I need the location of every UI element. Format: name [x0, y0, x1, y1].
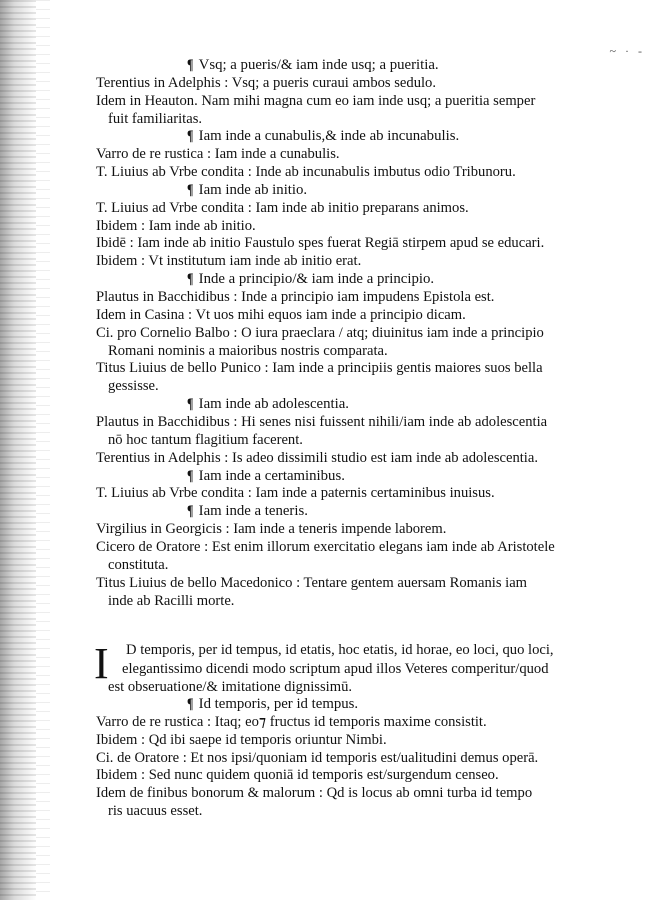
citation-line	[96, 713, 487, 731]
citation-line	[96, 306, 466, 324]
citation-line	[96, 749, 538, 767]
line-text: T. Liuius ab Vrbe condita : Iam inde a paternis certaminibus inuisus.	[96, 485, 495, 501]
line-text: Ibidem : Iam inde ab initio.	[96, 218, 256, 234]
citation-line	[96, 163, 516, 181]
line-text: Inde a principio/& iam inde a principio.	[198, 271, 435, 287]
continuation-line	[108, 556, 168, 574]
citation-line	[96, 288, 494, 306]
pilcrow-icon: ¶	[187, 271, 194, 287]
line-text: Ibidem : Qd ibi saepe id temporis oriuntur Nimbi.	[96, 732, 387, 748]
paragraph-line: est obseruatione/& imitatione dignissimū.	[108, 679, 353, 695]
line-text: Varro de re rustica : Itaq; eo⁊ fructus id temporis maxime consistit.	[96, 714, 487, 730]
section-heading	[187, 502, 308, 520]
section-heading	[187, 395, 349, 413]
line-text: Ibidē : Iam inde ab initio Faustulo spes fuerat Regiā stirpem apud se educari.	[96, 235, 545, 251]
citation-line	[96, 92, 535, 110]
line-text: ris uacuus esset.	[108, 803, 203, 819]
citation-line	[96, 574, 527, 592]
citation-line	[96, 74, 436, 92]
section-heading	[187, 695, 358, 713]
line-text: Titus Liuius de bello Macedonico : Tentare gentem auersam Romanis iam	[96, 575, 528, 591]
line-text: constituta.	[108, 557, 169, 573]
line-text: Id temporis, per id tempus.	[198, 696, 359, 712]
citation-line	[96, 449, 538, 467]
line-text: Virgilius in Georgicis : Iam inde a teneris impende laborem.	[96, 521, 447, 537]
paragraph-line: D temporis, per id tempus, id etatis, hoc etatis, id horae, eo loci, quo loci,	[126, 642, 554, 658]
citation-line	[96, 234, 544, 252]
line-text: nō hoc tantum flagitium facerent.	[108, 432, 303, 448]
line-text: T. Liuius ad Vrbe condita : Iam inde ab initio preparans animos.	[96, 200, 469, 216]
citation-line	[96, 324, 544, 342]
citation-line	[96, 359, 543, 377]
pilcrow-icon: ¶	[187, 396, 194, 412]
corner-mark: ~ · -	[609, 44, 645, 58]
section-heading	[187, 56, 439, 74]
pilcrow-icon: ¶	[187, 182, 194, 198]
line-text: Idem in Casina : Vt uos mihi equos iam inde a principio dicam.	[96, 307, 466, 323]
section-heading	[187, 467, 345, 485]
citation-line	[96, 484, 495, 502]
line-text: Ci. de Oratore : Et nos ipsi/quoniam id temporis est/ualitudini demus operā.	[96, 750, 539, 766]
continuation-line	[108, 377, 159, 395]
line-text: Ci. pro Cornelio Balbo : O iura praeclara / atq; diuinitus iam inde a principio	[96, 325, 544, 341]
line-text: T. Liuius ab Vrbe condita : Inde ab incunabulis imbutus odio Tribunoru.	[96, 164, 516, 180]
citation-line	[96, 217, 256, 235]
section-heading	[187, 127, 459, 145]
line-text: gessisse.	[108, 378, 159, 394]
continuation-line	[108, 592, 234, 610]
section-heading	[187, 181, 307, 199]
citation-line	[96, 520, 446, 538]
paragraph-line: elegantissimo dicendi modo scriptum apud illos Veteres comperitur/quod	[122, 661, 549, 677]
citation-line	[96, 766, 499, 784]
line-text: fuit familiaritas.	[108, 111, 203, 127]
line-text: Iam inde ab adolescentia.	[198, 396, 350, 412]
line-text: Plautus in Bacchidibus : Inde a principio iam impudens Epistola est.	[96, 289, 495, 305]
citation-line	[96, 538, 555, 556]
citation-line	[96, 252, 361, 270]
pilcrow-icon: ¶	[187, 128, 194, 144]
pilcrow-icon: ¶	[187, 503, 194, 519]
line-text: Plautus in Bacchidibus : Hi senes nisi fuissent nihili/iam inde ab adolescentia	[96, 414, 548, 430]
citation-line	[96, 145, 340, 163]
line-text: Idem de finibus bonorum & malorum : Qd is locus ab omni turba id tempo	[96, 785, 533, 801]
continuation-line	[108, 342, 388, 360]
line-text: Iam inde ab initio.	[198, 182, 308, 198]
section-heading	[187, 270, 434, 288]
line-text: Ibidem : Sed nunc quidem quoniā id temporis est/surgendum censeo.	[96, 767, 499, 783]
pilcrow-icon: ¶	[187, 696, 194, 712]
line-text: Romani nominis a maioribus nostris comparata.	[108, 343, 388, 359]
line-text: Terentius in Adelphis : Is adeo dissimili studio est iam inde ab adolescentia.	[96, 450, 538, 466]
line-text: inde ab Racilli morte.	[108, 593, 235, 609]
citation-line	[96, 731, 387, 749]
continuation-line	[108, 110, 202, 128]
line-text: Ibidem : Vt institutum iam inde ab initio erat.	[96, 253, 362, 269]
line-text: Iam inde a certaminibus.	[198, 468, 345, 484]
line-text: Cicero de Oratore : Est enim illorum exercitatio elegans iam inde ab Aristotele	[96, 539, 555, 555]
line-text: Iam inde a cunabulis,& inde ab incunabulis.	[198, 128, 460, 144]
line-text: Terentius in Adelphis : Vsq; a pueris curaui ambos sedulo.	[96, 75, 436, 91]
citation-line	[96, 784, 532, 802]
pilcrow-icon: ¶	[187, 468, 194, 484]
pilcrow-icon: ¶	[187, 57, 194, 73]
line-text: Vsq; a pueris/& iam inde usq; a pueritia.	[198, 57, 439, 73]
continuation-line	[108, 431, 303, 449]
citation-line	[96, 413, 547, 431]
citation-line	[96, 199, 469, 217]
line-text: Idem in Heauton. Nam mihi magna cum eo iam inde usq; a pueritia semper	[96, 93, 536, 109]
line-text: Titus Liuius de bello Punico : Iam inde a principiis gentis maiores suos bella	[96, 360, 543, 376]
drop-capital: I	[94, 639, 109, 688]
line-text: Varro de re rustica : Iam inde a cunabulis.	[96, 146, 340, 162]
line-text: Iam inde a teneris.	[198, 503, 308, 519]
continuation-line	[108, 802, 202, 820]
